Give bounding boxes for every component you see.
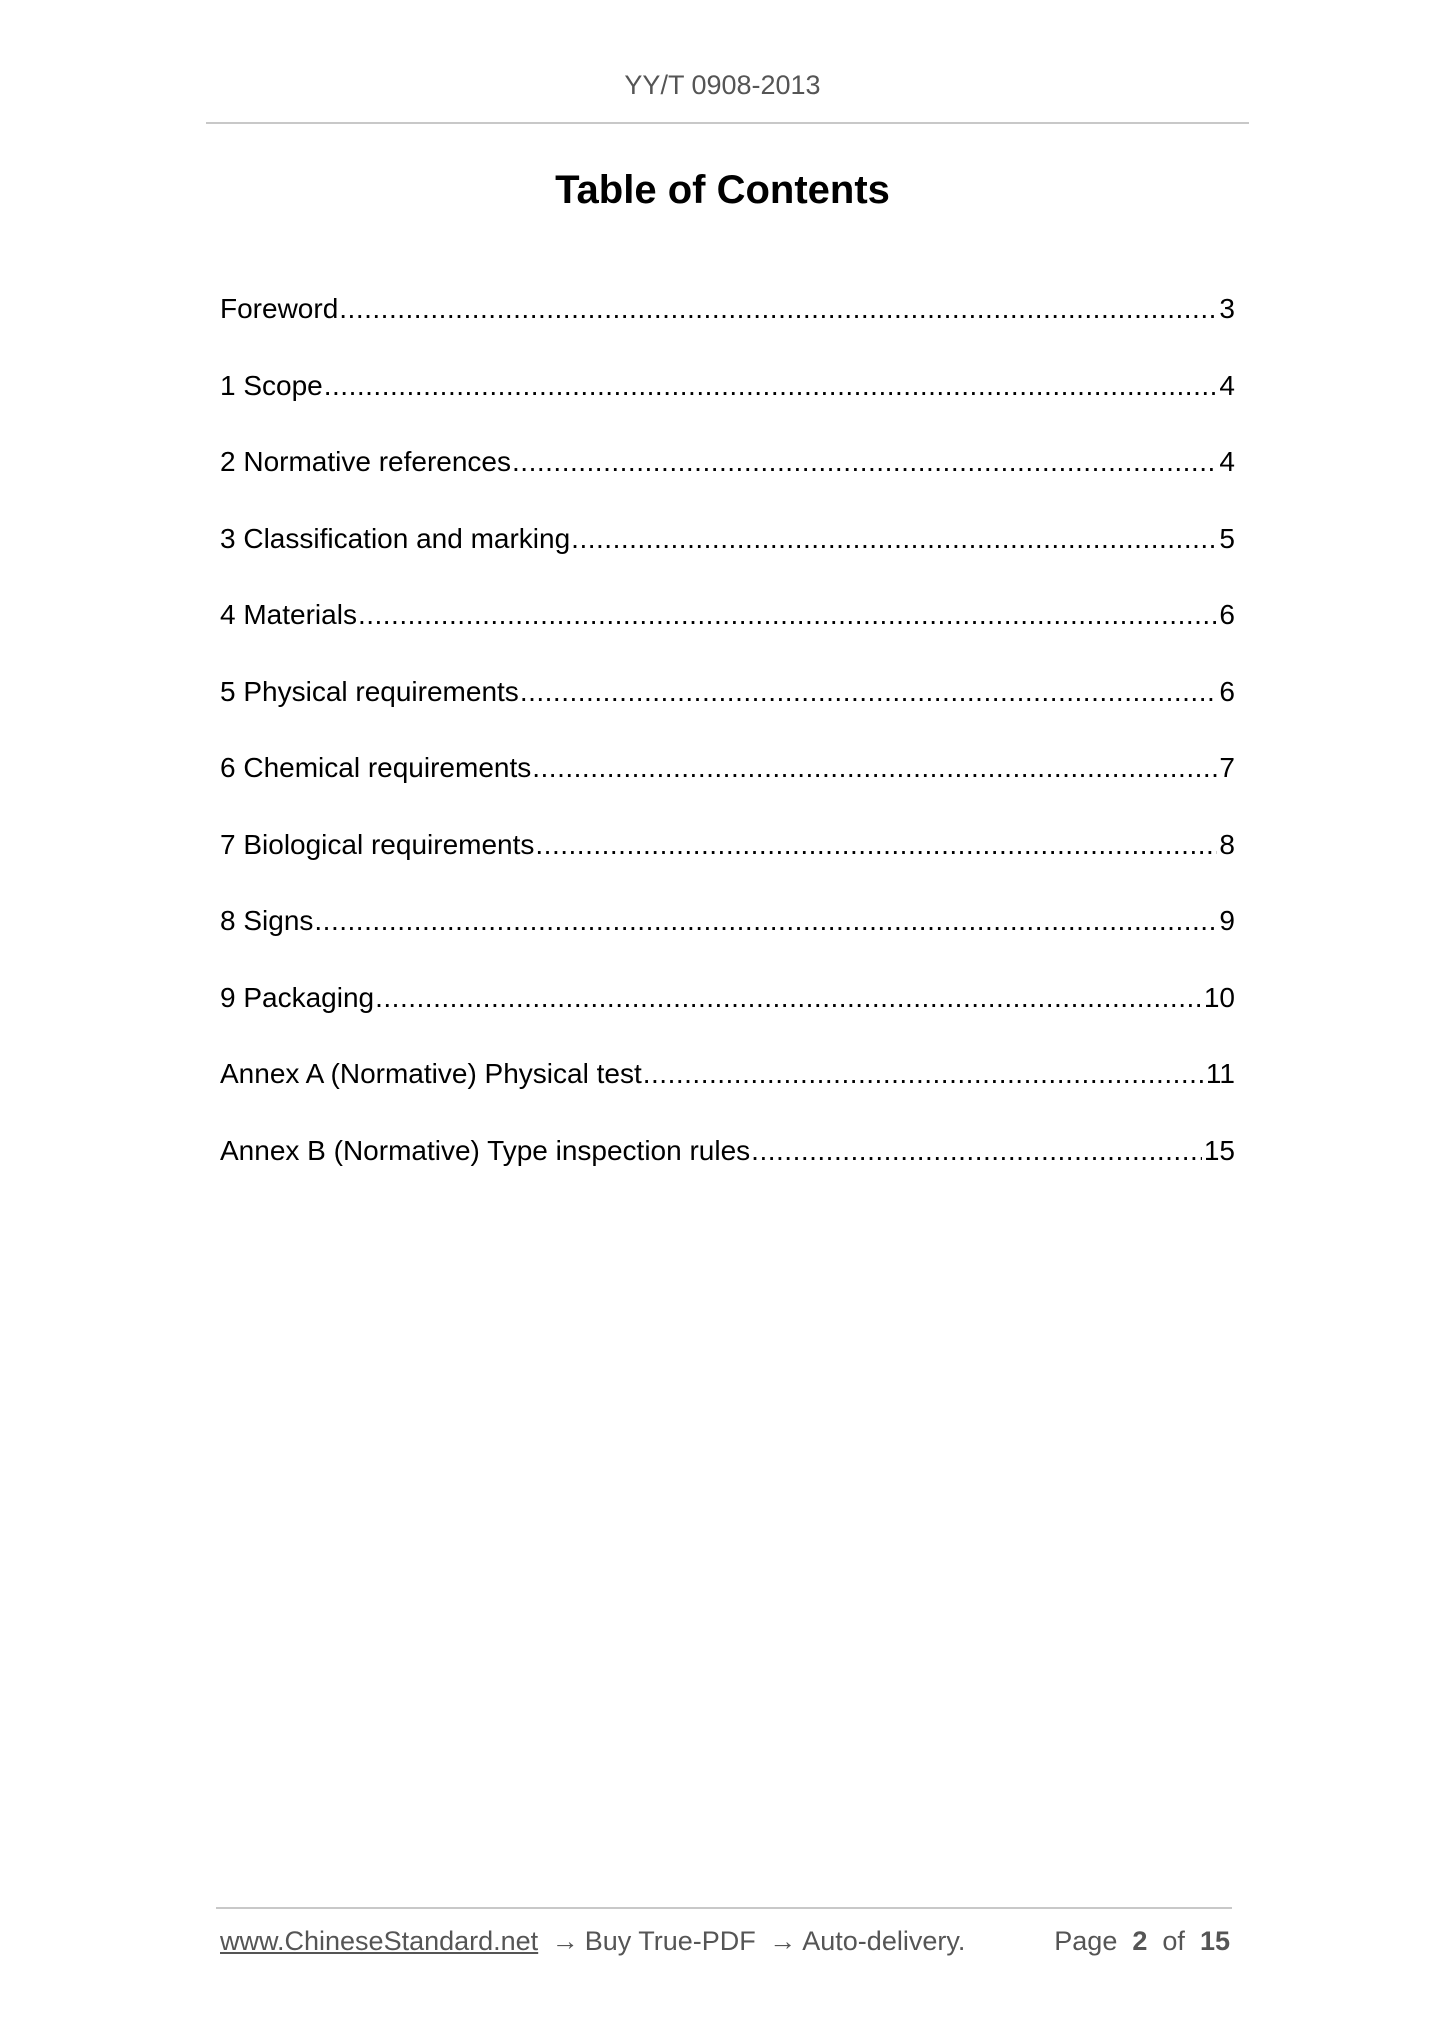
auto-delivery-text: Auto-delivery. [802,1926,966,1956]
toc-entry-page: 6 [1219,599,1235,630]
page-word: Page [1054,1926,1118,1956]
toc-leader-dots [643,1053,1204,1095]
of-word: of [1162,1926,1185,1956]
header-divider [206,122,1249,124]
toc-list [220,288,1235,1206]
toc-leader-dots [751,1130,1202,1172]
toc-entry-page: 9 [1219,905,1235,936]
footer-divider [216,1907,1232,1909]
toc-entry-materials[interactable] [220,594,1235,671]
buy-true-pdf-text: Buy True-PDF [584,1926,756,1956]
toc-entry-annex-a[interactable] [220,1053,1235,1130]
toc-entry-scope[interactable] [220,365,1235,442]
arrow-right-icon: → [769,1926,797,1956]
toc-entry-label: Foreword [220,293,339,324]
toc-leader-dots [314,900,1217,942]
toc-entry-packaging[interactable] [220,977,1235,1054]
toc-entry-label: Annex B (Normative) Type inspection rules [220,1134,751,1166]
page-total: 15 [1199,1926,1230,1956]
toc-entry-label: 4 Materials [220,599,357,630]
document-id-header: YY/T 0908-2013 [624,70,821,100]
toc-leader-dots [535,824,1217,866]
toc-leader-dots [375,977,1202,1019]
toc-entry-label: 5 Physical requirements [220,675,519,707]
toc-title: Table of Contents [555,168,890,212]
toc-entry-page: 10 [1203,981,1235,1013]
toc-entry-label: 2 Normative references [220,446,512,477]
toc-leader-dots [358,594,1217,636]
toc-leader-dots [512,441,1217,483]
toc-entry-foreword[interactable] [220,288,1235,365]
toc-entry-page: 3 [1219,293,1235,324]
toc-entry-annex-b[interactable] [220,1130,1235,1207]
toc-entry-page: 4 [1219,369,1235,401]
toc-leader-dots [324,365,1218,407]
toc-entry-normative-references[interactable] [220,441,1235,518]
toc-entry-signs[interactable] [220,900,1235,977]
toc-entry-label: 6 Chemical requirements [220,752,532,783]
toc-entry-page: 5 [1219,522,1235,554]
toc-entry-page: 7 [1219,752,1235,783]
page-number [1054,1926,1230,1957]
toc-entry-biological-requirements[interactable] [220,824,1235,901]
toc-entry-page: 15 [1203,1134,1235,1166]
toc-leader-dots [339,288,1217,330]
toc-leader-dots [571,518,1217,560]
footer-promo [220,1926,965,1957]
toc-entry-classification-and-marking[interactable] [220,518,1235,595]
site-link[interactable]: www.ChineseStandard.net [220,1926,539,1956]
toc-entry-label: 9 Packaging [220,981,375,1013]
toc-entry-page: 11 [1205,1058,1235,1089]
toc-entry-page: 6 [1219,675,1235,707]
toc-leader-dots [520,671,1218,713]
toc-entry-label: 7 Biological requirements [220,828,535,860]
toc-entry-label: 1 Scope [220,369,323,401]
toc-entry-page: 8 [1219,828,1235,860]
toc-entry-chemical-requirements[interactable] [220,747,1235,824]
toc-entry-page: 4 [1219,446,1235,477]
toc-entry-label: 3 Classification and marking [220,522,571,554]
toc-entry-physical-requirements[interactable] [220,671,1235,748]
toc-entry-label: 8 Signs [220,905,314,936]
page-footer [220,1926,1230,1957]
page-current: 2 [1132,1926,1148,1956]
arrow-right-icon: → [551,1926,579,1956]
toc-leader-dots [532,747,1217,789]
toc-entry-label: Annex A (Normative) Physical test [220,1058,642,1089]
